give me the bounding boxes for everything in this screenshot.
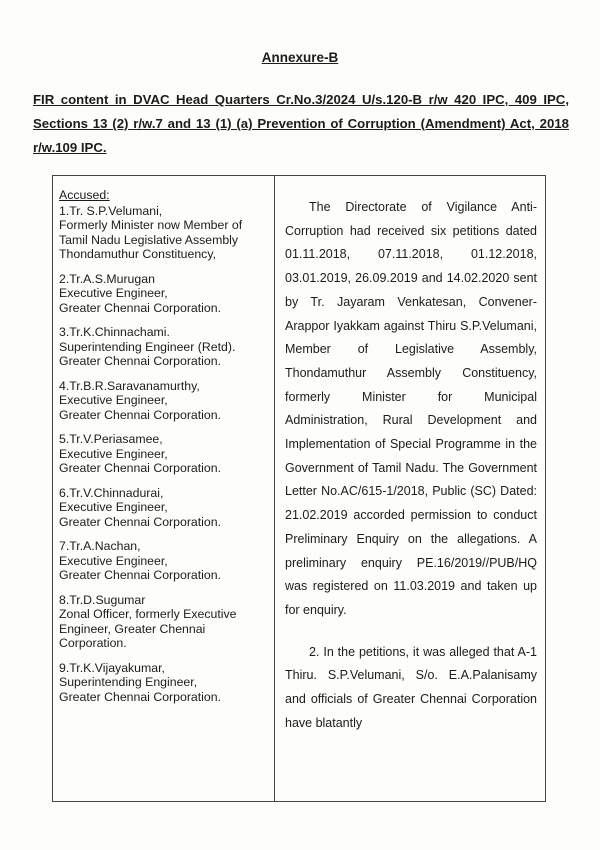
document-title: Annexure-B [261, 50, 339, 65]
accused-line: Executive Engineer, [59, 393, 168, 407]
accused-entry [59, 486, 271, 530]
accused-line: Zonal Officer, formerly Executive [59, 607, 237, 621]
accused-entry [59, 432, 271, 476]
accused-entry [59, 272, 271, 316]
accused-line: Corporation. [59, 636, 127, 650]
accused-line: 8.Tr.D.Sugumar [59, 592, 146, 607]
column-divider [274, 176, 275, 801]
narrative-paragraph: 2. In the petitions, it was alleged that A-1 Thiru. S.P.Velumani, S/o. E.A.Palanisamy and officials of Greater Chennai Corporation have blatantly [285, 644, 537, 730]
accused-entry [59, 204, 271, 262]
accused-line: Executive Engineer, [59, 553, 168, 568]
accused-line: Superintending Engineer (Retd). [59, 339, 236, 354]
accused-line: Executive Engineer, [59, 446, 168, 461]
accused-line: 6.Tr.V.Chinnadurai, [59, 485, 164, 500]
accused-line: Thondamuthur Constituency, [59, 247, 216, 261]
accused-line: 4.Tr.B.R.Saravanamurthy, [59, 378, 200, 393]
accused-column [59, 188, 271, 714]
accused-line: Greater Chennai Corporation. [59, 354, 221, 368]
accused-line: Formerly Minister now Member of [59, 218, 243, 232]
accused-heading: Accused: [59, 188, 110, 202]
accused-line: Engineer, Greater Chennai [59, 621, 206, 636]
accused-line: Greater Chennai Corporation. [59, 407, 221, 422]
accused-line: Executive Engineer, [59, 286, 168, 300]
accused-entry [59, 661, 271, 705]
accused-line: 5.Tr.V.Periasamee, [59, 432, 163, 446]
accused-line: Greater Chennai Corporation. [59, 568, 221, 582]
accused-line: 2.Tr.A.S.Murugan [59, 271, 155, 286]
accused-line: Superintending Engineer, [59, 675, 198, 689]
accused-entry [59, 593, 271, 651]
fir-narrative-column [285, 196, 537, 735]
accused-line: 7.Tr.A.Nachan, [59, 539, 141, 553]
narrative-paragraph: The Directorate of Vigilance Anti-Corruption had received six petitions dated 01.11.2018, 07.11.2018, 01.12.2018, 03.01.2019, 26.09.2019 and 14.02.2020 sent by Tr. Jayaram Venkatesan, Convener- Arappor Iyakkam against Thiru S.P.Velumani, Member of Legislative Assembly, Thondamuthur Assembly Constituency, formerly Minister for Municipal Administration, Rural Development and Implementation of Special Programme in the Government of Tamil Nadu. The Government Letter No.AC/615-1/2018, Public (SC) Dated: 21.02.2019 accorded permission to conduct Preliminary Enquiry on the allegations. A preliminary enquiry PE.16/2019//PUB/HQ was registered on 11.03.2019 and taken up for enquiry. [285, 200, 537, 617]
accused-line: Greater Chennai Corporation. [59, 300, 221, 315]
accused-line: Greater Chennai Corporation. [59, 514, 221, 529]
accused-line: Greater Chennai Corporation. [59, 689, 221, 704]
fir-heading: FIR content in DVAC Head Quarters Cr.No.3/2024 U/s.120-B r/w 420 IPC, 409 IPC, Sections 13 (2) r/w.7 and 13 (1) (a) Prevention of Corruption (Amendment) Act, 2018 r/w.109 IPC. [33, 92, 569, 155]
accused-line: 9.Tr.K.Vijayakumar, [59, 660, 165, 675]
accused-line: 1.Tr. S.P.Velumani, [59, 203, 163, 218]
accused-entry [59, 379, 271, 423]
accused-entry [59, 539, 271, 583]
accused-line: Tamil Nadu Legislative Assembly [59, 232, 239, 247]
accused-line: 3.Tr.K.Chinnachami. [59, 325, 170, 339]
accused-line: Executive Engineer, [59, 500, 168, 514]
accused-entry [59, 325, 271, 369]
accused-line: Greater Chennai Corporation. [59, 461, 221, 475]
fir-content-table [52, 175, 546, 802]
